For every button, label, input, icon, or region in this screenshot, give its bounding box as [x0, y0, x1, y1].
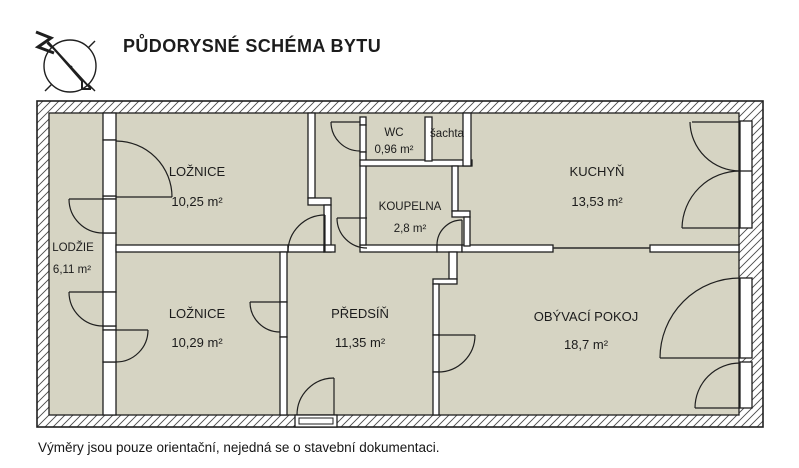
room-name: KOUPELNA	[378, 201, 442, 213]
room-label-sachta	[430, 128, 464, 140]
room-name: šachta	[430, 128, 464, 140]
room-area: 10,29 m²	[171, 335, 223, 350]
room-area: 10,25 m²	[171, 194, 223, 209]
apartment-interior-fill	[49, 113, 739, 415]
disclaimer-note: Výměry jsou pouze orientační, nejedná se o stavební dokumentaci.	[38, 440, 440, 455]
page-title: PŮDORYSNÉ SCHÉMA BYTU	[123, 36, 382, 56]
room-name: LODŽIE	[52, 242, 94, 254]
room-area: 0,96 m²	[374, 144, 414, 156]
room-area: 2,8 m²	[393, 223, 427, 235]
room-name: OBÝVACÍ POKOJ	[533, 309, 639, 324]
room-name: PŘEDSÍŇ	[331, 306, 389, 321]
room-area: 11,35 m²	[334, 335, 386, 350]
room-name: WC	[384, 127, 404, 139]
room-name: LOŽNICE	[168, 306, 226, 321]
room-name: LOŽNICE	[168, 164, 226, 179]
room-name: KUCHYŇ	[569, 164, 625, 179]
room-area: 18,7 m²	[563, 337, 609, 352]
room-area: 13,53 m²	[571, 194, 623, 209]
room-area: 6,11 m²	[52, 264, 92, 276]
entrance-door	[295, 415, 337, 427]
